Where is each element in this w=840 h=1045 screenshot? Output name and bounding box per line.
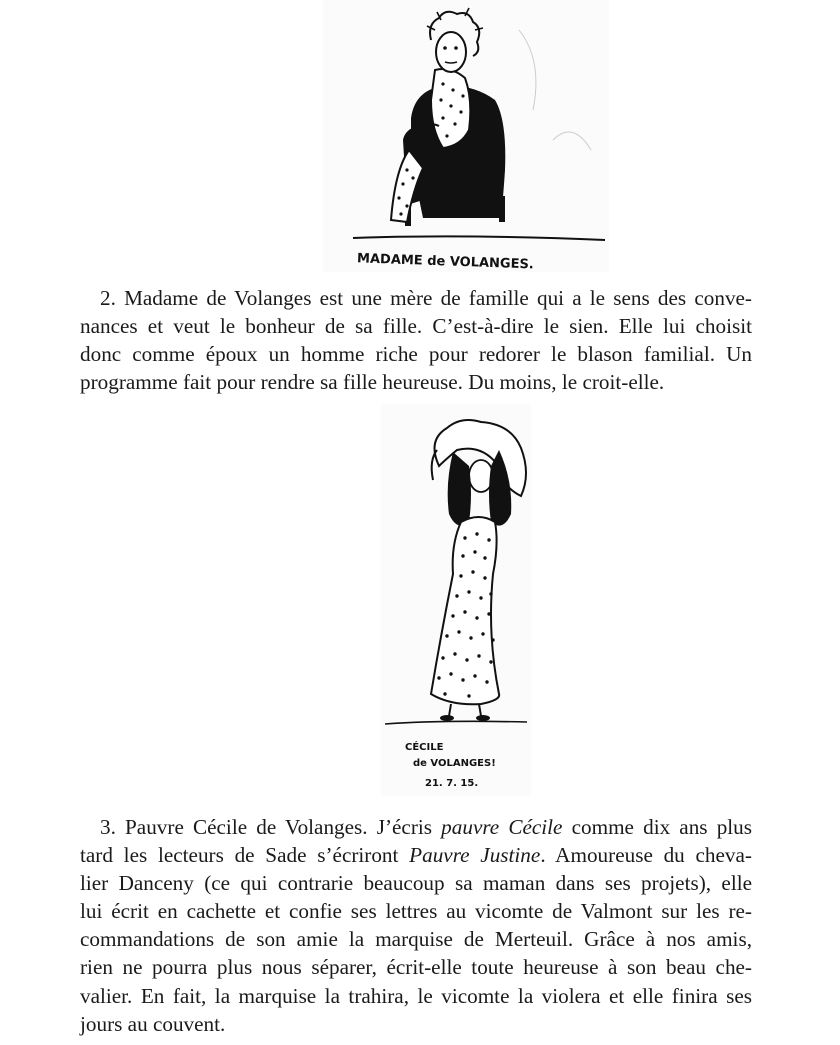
paragraph2-line: lier Danceny (ce qui contrarie beaucoup sa maman dans ses projets), elle [80, 871, 752, 896]
figure2-caption-surname: de VOLANGES! [413, 758, 496, 769]
madame-drawing [323, 0, 609, 272]
paragraph2-line1-start: 3. Pauvre Cécile de Volanges. J’écris [100, 815, 442, 839]
paragraph2-line: lui écrit en cachette et confie ses lettres au vicomte de Valmont sur les re- [80, 899, 752, 924]
illustration-cecile-de-volanges [381, 404, 531, 796]
paragraph2-line2-start: tard les lecteurs de Sade s’écriront [80, 843, 410, 868]
figure1-caption: MADAME de VOLANGES. [356, 251, 535, 272]
paragraph2-line2-emphasis: Pauvre Justine [409, 843, 541, 868]
figure2-caption-name: CÉCILE [405, 742, 444, 753]
paragraph2-line1-emphasis: pauvre Cécile [441, 815, 563, 839]
figure2-caption-date: 21. 7. 15. [425, 778, 479, 789]
cecile-drawing [381, 404, 531, 796]
paragraph1-line: 2. Madame de Volanges est une mère de famille qui a le sens des conve- [100, 286, 752, 310]
paragraph2-line: commandations de son amie la marquise de Merteuil. Grâce à nos amis, [80, 927, 752, 952]
paragraph-1 [80, 284, 752, 396]
paragraph2-line: jours au couvent. [80, 1011, 226, 1036]
paragraph2-line2-end: . Amoureuse du cheva- [540, 843, 752, 868]
paragraph2-line [80, 813, 752, 841]
paragraph2-line1-end: comme dix ans plus [562, 815, 753, 839]
paragraph2-line: valier. En fait, la marquise la trahira, le vicomte la violera et elle finira ses [80, 983, 752, 1008]
illustration-madame-de-volanges [323, 0, 609, 272]
paragraph1-line: donc comme époux un homme riche pour redorer le blason familial. Un [80, 342, 752, 367]
paragraph2-line [80, 841, 752, 869]
paragraph2-line: rien ne pourra plus nous séparer, écrit-elle toute heureuse à son beau che- [80, 955, 752, 980]
paragraph1-line: nances et veut le bonheur de sa fille. C’est-à-dire le sien. Elle lui choisit [80, 314, 752, 339]
paragraph-2 [80, 813, 752, 1038]
paragraph1-line: programme fait pour rendre sa fille heureuse. Du moins, le croit-elle. [80, 370, 665, 395]
